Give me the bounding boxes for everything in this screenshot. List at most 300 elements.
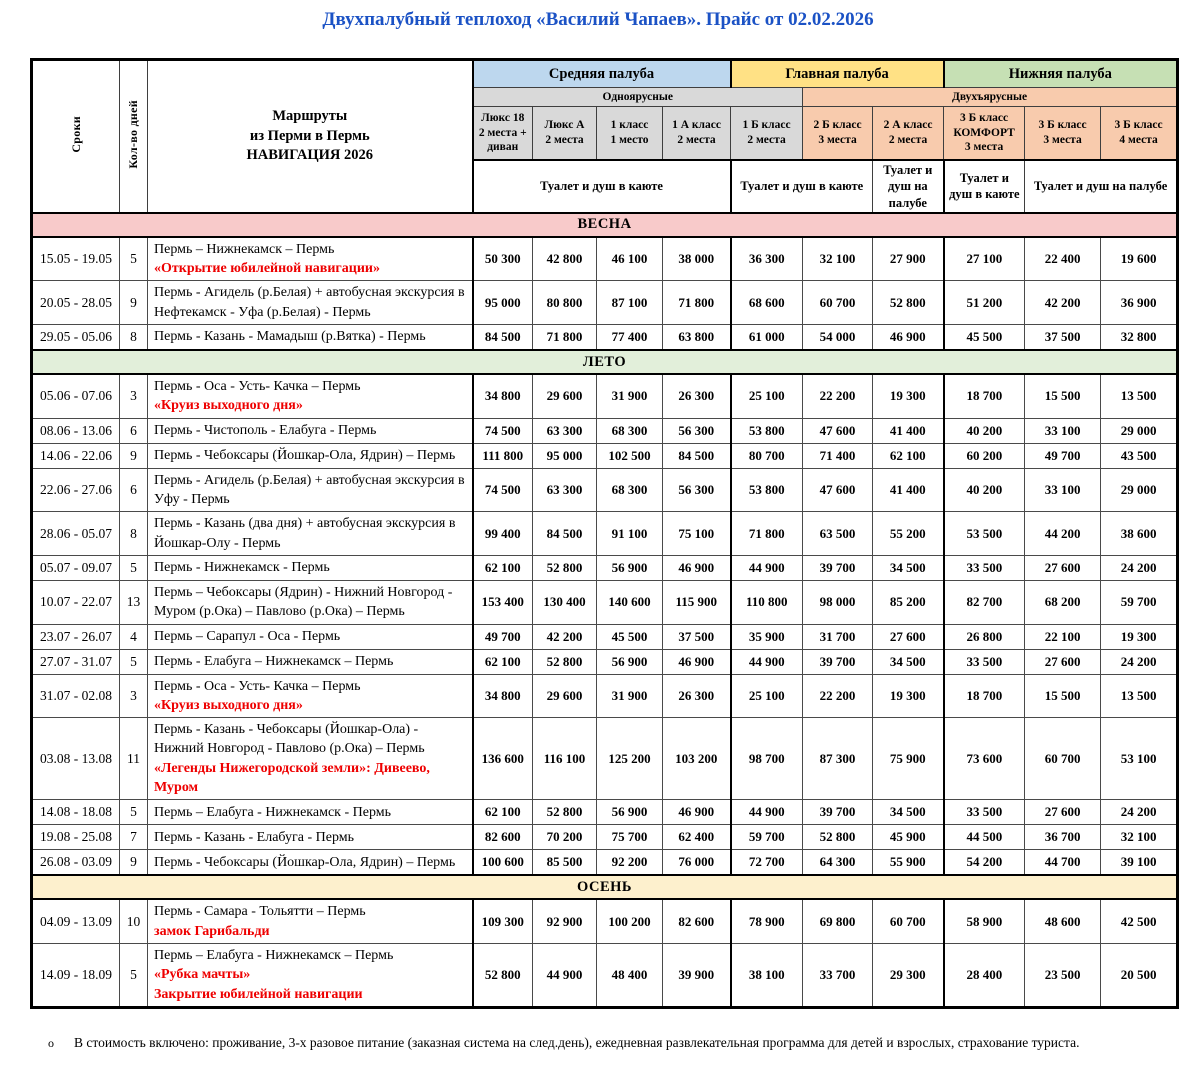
dates-cell: 08.06 - 13.06 bbox=[32, 418, 120, 443]
route-cell bbox=[148, 512, 473, 556]
price-cell: 35 900 bbox=[731, 624, 803, 649]
price-cell: 60 700 bbox=[1025, 718, 1101, 800]
price-cell: 85 200 bbox=[873, 580, 944, 624]
price-cell: 70 200 bbox=[533, 825, 597, 850]
price-cell: 87 100 bbox=[597, 281, 663, 325]
price-cell: 46 900 bbox=[663, 555, 731, 580]
route-text: Пермь - Агидель (р.Белая) + автобусная экскурсия в Нефтекамск - Уфа (р.Белая) - Пермь bbox=[154, 285, 465, 320]
price-cell: 62 100 bbox=[473, 555, 533, 580]
price-cell: 38 600 bbox=[1101, 512, 1178, 556]
cruise-row bbox=[32, 580, 1178, 624]
route-text: Пермь - Казань (два дня) + автобусная экскурсия в Йошкар-Олу - Пермь bbox=[154, 516, 456, 551]
dates-cell: 22.06 - 27.06 bbox=[32, 468, 120, 512]
price-cell: 23 500 bbox=[1025, 944, 1101, 1008]
price-cell: 91 100 bbox=[597, 512, 663, 556]
routes-header-line: Маршруты bbox=[272, 108, 348, 125]
header-row-decks bbox=[32, 60, 1178, 88]
route-cell bbox=[148, 674, 473, 718]
price-cell: 52 800 bbox=[533, 649, 597, 674]
cabin-class-header bbox=[731, 107, 803, 161]
price-cell: 71 800 bbox=[663, 281, 731, 325]
route-text: Пермь – Елабуга - Нижнекамск - Пермь bbox=[154, 804, 391, 820]
route-text: Пермь - Казань - Чебоксары (Йошкар-Ола) - Нижний Новгород - Павлово (р.Ока) – Пермь bbox=[154, 722, 425, 757]
price-cell: 98 000 bbox=[803, 580, 873, 624]
price-cell: 95 000 bbox=[533, 443, 597, 468]
cabin-class-header bbox=[1025, 107, 1101, 161]
deck-header: Средняя палуба bbox=[473, 60, 731, 88]
price-cell: 110 800 bbox=[731, 580, 803, 624]
route-text: Пермь – Сарапул - Оса - Пермь bbox=[154, 628, 341, 644]
price-table bbox=[30, 58, 1179, 1009]
cruise-row bbox=[32, 281, 1178, 325]
days-cell: 3 bbox=[120, 374, 148, 418]
price-cell: 49 700 bbox=[1025, 443, 1101, 468]
route-text: Пермь - Нижнекамск - Пермь bbox=[154, 560, 330, 576]
cruise-row bbox=[32, 555, 1178, 580]
price-cell: 102 500 bbox=[597, 443, 663, 468]
price-cell: 33 500 bbox=[944, 800, 1025, 825]
price-cell: 42 500 bbox=[1101, 899, 1178, 943]
facilities-header: Туалет и душ в каюте bbox=[944, 160, 1025, 213]
price-cell: 29 000 bbox=[1101, 418, 1178, 443]
cabin-class-line: 2 места bbox=[677, 134, 716, 146]
cabin-class-header bbox=[944, 107, 1025, 161]
price-cell: 47 600 bbox=[803, 418, 873, 443]
route-note: «Рубка мачты» bbox=[154, 967, 251, 983]
price-cell: 78 900 bbox=[731, 899, 803, 943]
price-cell: 26 300 bbox=[663, 374, 731, 418]
price-cell: 54 000 bbox=[803, 325, 873, 351]
cruise-row bbox=[32, 325, 1178, 351]
days-cell: 5 bbox=[120, 649, 148, 674]
price-cell: 140 600 bbox=[597, 580, 663, 624]
price-cell: 98 700 bbox=[731, 718, 803, 800]
cabin-class-header bbox=[473, 107, 533, 161]
price-cell: 42 800 bbox=[533, 237, 597, 281]
deck-header: Главная палуба bbox=[731, 60, 944, 88]
price-cell: 56 300 bbox=[663, 468, 731, 512]
price-cell: 34 500 bbox=[873, 555, 944, 580]
route-cell bbox=[148, 718, 473, 800]
price-cell: 82 600 bbox=[663, 899, 731, 943]
price-cell: 22 100 bbox=[1025, 624, 1101, 649]
price-cell: 61 000 bbox=[731, 325, 803, 351]
route-text: Пермь - Оса - Усть- Качка – Пермь bbox=[154, 678, 361, 694]
price-cell: 82 600 bbox=[473, 825, 533, 850]
cruise-row bbox=[32, 649, 1178, 674]
dates-cell: 14.09 - 18.09 bbox=[32, 944, 120, 1008]
season-section-title: ВЕСНА bbox=[32, 213, 1178, 237]
route-note: «Круиз выходного дня» bbox=[154, 697, 303, 713]
route-note: Закрытие юбилейной навигации bbox=[154, 986, 363, 1002]
days-cell: 10 bbox=[120, 899, 148, 943]
dates-cell: 19.08 - 25.08 bbox=[32, 825, 120, 850]
footnote-bullet: o bbox=[48, 1035, 54, 1050]
route-cell bbox=[148, 237, 473, 281]
cruise-row bbox=[32, 800, 1178, 825]
route-cell bbox=[148, 825, 473, 850]
price-cell: 42 200 bbox=[533, 624, 597, 649]
days-cell: 9 bbox=[120, 443, 148, 468]
price-cell: 68 300 bbox=[597, 468, 663, 512]
price-cell: 80 700 bbox=[731, 443, 803, 468]
days-cell: 3 bbox=[120, 674, 148, 718]
price-cell: 39 100 bbox=[1101, 850, 1178, 876]
price-cell: 34 800 bbox=[473, 374, 533, 418]
price-cell: 92 900 bbox=[533, 899, 597, 943]
route-note: «Легенды Нижегородской земли»: Дивеево, Муром bbox=[154, 760, 430, 796]
price-cell: 37 500 bbox=[1025, 325, 1101, 351]
price-cell: 62 100 bbox=[473, 800, 533, 825]
days-cell: 5 bbox=[120, 944, 148, 1008]
price-cell: 32 800 bbox=[1101, 325, 1178, 351]
price-cell: 52 800 bbox=[473, 944, 533, 1008]
cabin-class-line: диван bbox=[487, 141, 519, 154]
route-text: Пермь - Чистополь - Елабуга - Пермь bbox=[154, 422, 377, 438]
price-cell: 53 100 bbox=[1101, 718, 1178, 800]
price-cell: 22 400 bbox=[1025, 237, 1101, 281]
price-cell: 29 600 bbox=[533, 674, 597, 718]
price-cell: 31 900 bbox=[597, 674, 663, 718]
cabin-class-header bbox=[1101, 107, 1178, 161]
price-cell: 34 500 bbox=[873, 649, 944, 674]
price-cell: 27 600 bbox=[1025, 800, 1101, 825]
price-cell: 46 100 bbox=[597, 237, 663, 281]
price-cell: 44 900 bbox=[731, 649, 803, 674]
dates-cell: 10.07 - 22.07 bbox=[32, 580, 120, 624]
cabin-class-line: 3 места bbox=[964, 141, 1004, 154]
route-cell bbox=[148, 944, 473, 1008]
cabin-class-line: 2 места bbox=[747, 134, 786, 146]
route-text: Пермь - Агидель (р.Белая) + автобусная экскурсия в Уфу - Пермь bbox=[154, 472, 465, 507]
price-cell: 22 200 bbox=[803, 674, 873, 718]
price-cell: 44 200 bbox=[1025, 512, 1101, 556]
days-column-label: Кол-во дней bbox=[126, 99, 140, 169]
price-cell: 84 500 bbox=[533, 512, 597, 556]
route-note: «Открытие юбилейной навигации» bbox=[154, 261, 380, 277]
cabin-class-header bbox=[597, 107, 663, 161]
price-cell: 95 000 bbox=[473, 281, 533, 325]
price-cell: 45 500 bbox=[944, 325, 1025, 351]
route-cell bbox=[148, 325, 473, 351]
price-cell: 62 100 bbox=[473, 649, 533, 674]
price-cell: 39 700 bbox=[803, 800, 873, 825]
price-cell: 68 600 bbox=[731, 281, 803, 325]
price-cell: 26 800 bbox=[944, 624, 1025, 649]
cabin-class-line: 3 места bbox=[1043, 134, 1082, 146]
price-cell: 75 100 bbox=[663, 512, 731, 556]
price-cell: 75 900 bbox=[873, 718, 944, 800]
route-text: Пермь - Чебоксары (Йошкар-Ола, Ядрин) – Пермь bbox=[154, 854, 456, 870]
price-cell: 63 500 bbox=[803, 512, 873, 556]
price-cell: 37 500 bbox=[663, 624, 731, 649]
days-cell: 5 bbox=[120, 555, 148, 580]
price-cell: 29 000 bbox=[1101, 468, 1178, 512]
price-cell: 45 900 bbox=[873, 825, 944, 850]
days-cell: 8 bbox=[120, 512, 148, 556]
price-cell: 24 200 bbox=[1101, 555, 1178, 580]
route-cell bbox=[148, 850, 473, 876]
page-title: Двухпалубный теплоход «Василий Чапаев». Прайс от 02.02.2026 bbox=[322, 9, 874, 30]
route-text: Пермь - Самара - Тольятти – Пермь bbox=[154, 904, 366, 920]
table-body bbox=[32, 213, 1178, 1008]
cruise-row bbox=[32, 944, 1178, 1008]
dates-cell: 20.05 - 28.05 bbox=[32, 281, 120, 325]
dates-cell: 04.09 - 13.09 bbox=[32, 899, 120, 943]
price-cell: 18 700 bbox=[944, 374, 1025, 418]
price-cell: 59 700 bbox=[1101, 580, 1178, 624]
price-cell: 33 100 bbox=[1025, 468, 1101, 512]
price-cell: 62 400 bbox=[663, 825, 731, 850]
price-cell: 39 700 bbox=[803, 649, 873, 674]
price-cell: 45 500 bbox=[597, 624, 663, 649]
dates-cell: 26.08 - 03.09 bbox=[32, 850, 120, 876]
cabin-class-line: 1 А класс bbox=[672, 119, 721, 132]
season-section-title: ЛЕТО bbox=[32, 350, 1178, 374]
price-cell: 33 500 bbox=[944, 649, 1025, 674]
price-cell: 15 500 bbox=[1025, 674, 1101, 718]
facilities-header: Туалет и душ в каюте bbox=[731, 160, 873, 213]
price-cell: 34 800 bbox=[473, 674, 533, 718]
price-cell: 53 800 bbox=[731, 468, 803, 512]
route-cell bbox=[148, 374, 473, 418]
cruise-row bbox=[32, 418, 1178, 443]
dates-column-label: Сроки bbox=[68, 115, 83, 153]
route-text: Пермь – Елабуга - Нижнекамск – Пермь bbox=[154, 948, 394, 963]
price-cell: 60 700 bbox=[873, 899, 944, 943]
price-cell: 19 300 bbox=[1101, 624, 1178, 649]
price-cell: 41 400 bbox=[873, 468, 944, 512]
price-cell: 99 400 bbox=[473, 512, 533, 556]
price-cell: 49 700 bbox=[473, 624, 533, 649]
price-cell: 54 200 bbox=[944, 850, 1025, 876]
price-cell: 69 800 bbox=[803, 899, 873, 943]
price-cell: 44 900 bbox=[533, 944, 597, 1008]
route-text: Пермь - Оса - Усть- Качка – Пермь bbox=[154, 379, 361, 394]
price-cell: 32 100 bbox=[1101, 825, 1178, 850]
price-cell: 24 200 bbox=[1101, 649, 1178, 674]
price-cell: 26 300 bbox=[663, 674, 731, 718]
price-cell: 38 000 bbox=[663, 237, 731, 281]
route-cell bbox=[148, 800, 473, 825]
price-cell: 46 900 bbox=[663, 649, 731, 674]
price-cell: 46 900 bbox=[873, 325, 944, 351]
price-cell: 71 800 bbox=[533, 325, 597, 351]
price-cell: 84 500 bbox=[663, 443, 731, 468]
price-cell: 111 800 bbox=[473, 443, 533, 468]
cruise-row bbox=[32, 512, 1178, 556]
route-cell bbox=[148, 555, 473, 580]
price-cell: 34 500 bbox=[873, 800, 944, 825]
route-cell bbox=[148, 624, 473, 649]
cruise-row bbox=[32, 718, 1178, 800]
price-cell: 19 300 bbox=[873, 374, 944, 418]
price-cell: 103 200 bbox=[663, 718, 731, 800]
price-cell: 52 800 bbox=[873, 281, 944, 325]
price-cell: 63 300 bbox=[533, 418, 597, 443]
price-cell: 47 600 bbox=[803, 468, 873, 512]
price-cell: 77 400 bbox=[597, 325, 663, 351]
price-cell: 73 600 bbox=[944, 718, 1025, 800]
days-cell: 5 bbox=[120, 800, 148, 825]
days-cell: 11 bbox=[120, 718, 148, 800]
routes-header-line: из Перми в Пермь bbox=[249, 127, 370, 144]
days-cell: 13 bbox=[120, 580, 148, 624]
cruise-row bbox=[32, 899, 1178, 943]
price-cell: 130 400 bbox=[533, 580, 597, 624]
facilities-header: Туалет и душ в каюте bbox=[473, 160, 731, 213]
days-cell: 9 bbox=[120, 850, 148, 876]
price-cell: 13 500 bbox=[1101, 374, 1178, 418]
price-cell: 55 900 bbox=[873, 850, 944, 876]
cabin-class-line: 3 места bbox=[818, 134, 857, 146]
cruise-row bbox=[32, 850, 1178, 876]
price-cell: 80 800 bbox=[533, 281, 597, 325]
price-cell: 25 100 bbox=[731, 374, 803, 418]
price-cell: 36 700 bbox=[1025, 825, 1101, 850]
days-cell: 5 bbox=[120, 237, 148, 281]
dates-cell: 03.08 - 13.08 bbox=[32, 718, 120, 800]
cruise-row bbox=[32, 674, 1178, 718]
price-cell: 43 500 bbox=[1101, 443, 1178, 468]
price-cell: 27 900 bbox=[873, 237, 944, 281]
price-cell: 22 200 bbox=[803, 374, 873, 418]
price-cell: 27 100 bbox=[944, 237, 1025, 281]
price-cell: 44 900 bbox=[731, 800, 803, 825]
price-cell: 75 700 bbox=[597, 825, 663, 850]
price-cell: 68 200 bbox=[1025, 580, 1101, 624]
price-cell: 59 700 bbox=[731, 825, 803, 850]
price-cell: 74 500 bbox=[473, 468, 533, 512]
season-section-row bbox=[32, 875, 1178, 899]
dates-cell: 05.07 - 09.07 bbox=[32, 555, 120, 580]
price-cell: 40 200 bbox=[944, 468, 1025, 512]
dates-cell: 28.06 - 05.07 bbox=[32, 512, 120, 556]
price-cell: 48 400 bbox=[597, 944, 663, 1008]
price-cell: 63 300 bbox=[533, 468, 597, 512]
price-cell: 56 900 bbox=[597, 555, 663, 580]
price-cell: 29 300 bbox=[873, 944, 944, 1008]
price-cell: 56 900 bbox=[597, 800, 663, 825]
price-cell: 100 600 bbox=[473, 850, 533, 876]
route-cell bbox=[148, 418, 473, 443]
route-text: Пермь - Елабуга – Нижнекамск – Пермь bbox=[154, 653, 394, 669]
price-cell: 71 400 bbox=[803, 443, 873, 468]
price-cell: 27 600 bbox=[1025, 649, 1101, 674]
price-cell: 63 800 bbox=[663, 325, 731, 351]
price-cell: 76 000 bbox=[663, 850, 731, 876]
price-cell: 36 900 bbox=[1101, 281, 1178, 325]
price-cell: 85 500 bbox=[533, 850, 597, 876]
price-cell: 27 600 bbox=[873, 624, 944, 649]
price-cell: 31 700 bbox=[803, 624, 873, 649]
cabin-class-line: 3 Б класс bbox=[1038, 119, 1087, 132]
dates-cell: 14.08 - 18.08 bbox=[32, 800, 120, 825]
route-cell bbox=[148, 443, 473, 468]
route-text: Пермь - Казань - Мамадыш (р.Вятка) - Пермь bbox=[154, 329, 426, 345]
price-cell: 15 500 bbox=[1025, 374, 1101, 418]
cruise-row bbox=[32, 374, 1178, 418]
price-cell: 55 200 bbox=[873, 512, 944, 556]
price-cell: 19 300 bbox=[873, 674, 944, 718]
price-cell: 87 300 bbox=[803, 718, 873, 800]
price-cell: 115 900 bbox=[663, 580, 731, 624]
route-text: Пермь - Чебоксары (Йошкар-Ола, Ядрин) – Пермь bbox=[154, 447, 456, 463]
price-cell: 136 600 bbox=[473, 718, 533, 800]
cruise-row bbox=[32, 624, 1178, 649]
price-cell: 52 800 bbox=[533, 555, 597, 580]
price-cell: 82 700 bbox=[944, 580, 1025, 624]
days-cell: 6 bbox=[120, 418, 148, 443]
facilities-header: Туалет и душ на палубе bbox=[1025, 160, 1178, 213]
route-cell bbox=[148, 580, 473, 624]
cruise-row bbox=[32, 825, 1178, 850]
cabin-class-line: 2 места bbox=[545, 134, 584, 146]
table-header bbox=[32, 60, 1178, 213]
price-cell: 56 900 bbox=[597, 649, 663, 674]
price-cell: 40 200 bbox=[944, 418, 1025, 443]
dates-cell: 31.07 - 02.08 bbox=[32, 674, 120, 718]
price-cell: 64 300 bbox=[803, 850, 873, 876]
dates-cell: 15.05 - 19.05 bbox=[32, 237, 120, 281]
cabin-class-line: Люкс 18 bbox=[481, 111, 525, 124]
cabin-class-line: КОМФОРТ bbox=[953, 126, 1015, 139]
price-cell: 60 200 bbox=[944, 443, 1025, 468]
cabin-class-line: 2 места + bbox=[478, 126, 527, 139]
price-cell: 44 900 bbox=[731, 555, 803, 580]
days-cell: 9 bbox=[120, 281, 148, 325]
price-cell: 33 500 bbox=[944, 555, 1025, 580]
season-section-row bbox=[32, 350, 1178, 374]
price-cell: 36 300 bbox=[731, 237, 803, 281]
price-cell: 19 600 bbox=[1101, 237, 1178, 281]
price-cell: 29 600 bbox=[533, 374, 597, 418]
price-cell: 58 900 bbox=[944, 899, 1025, 943]
price-cell: 33 100 bbox=[1025, 418, 1101, 443]
column-header-days bbox=[120, 60, 148, 213]
price-cell: 92 200 bbox=[597, 850, 663, 876]
price-cell: 39 900 bbox=[663, 944, 731, 1008]
cabin-class-line: 3 Б класс bbox=[959, 111, 1009, 124]
price-cell: 51 200 bbox=[944, 281, 1025, 325]
days-cell: 6 bbox=[120, 468, 148, 512]
routes-header-line: НАВИГАЦИЯ 2026 bbox=[246, 147, 373, 164]
price-cell: 153 400 bbox=[473, 580, 533, 624]
dates-cell: 29.05 - 05.06 bbox=[32, 325, 120, 351]
cabin-class-header bbox=[533, 107, 597, 161]
cruise-row bbox=[32, 443, 1178, 468]
footnote-text: В стоимость включено: проживание, 3-х разовое питание (заказная система на след.день), ежедневная развлекательная программа для детей и взрослых, страхование туриста. bbox=[74, 1034, 1080, 1050]
price-cell: 62 100 bbox=[873, 443, 944, 468]
price-cell: 25 100 bbox=[731, 674, 803, 718]
footnote bbox=[48, 1035, 1196, 1051]
price-cell: 20 500 bbox=[1101, 944, 1178, 1008]
days-cell: 4 bbox=[120, 624, 148, 649]
price-cell: 100 200 bbox=[597, 899, 663, 943]
cabin-class-line: Люкс А bbox=[544, 119, 585, 132]
days-cell: 7 bbox=[120, 825, 148, 850]
season-section-title: ОСЕНЬ bbox=[32, 875, 1178, 899]
price-cell: 52 800 bbox=[803, 825, 873, 850]
column-header-routes bbox=[148, 60, 473, 213]
price-cell: 32 100 bbox=[803, 237, 873, 281]
price-cell: 28 400 bbox=[944, 944, 1025, 1008]
tier-header: Одноярусные bbox=[473, 88, 803, 107]
cabin-class-line: 1 Б класс bbox=[742, 119, 791, 132]
route-text: Пермь – Чебоксары (Ядрин) - Нижний Новгород - Муром (р.Ока) – Павлово (р.Ока) – Пермь bbox=[154, 584, 453, 620]
price-cell: 71 800 bbox=[731, 512, 803, 556]
price-cell: 53 800 bbox=[731, 418, 803, 443]
